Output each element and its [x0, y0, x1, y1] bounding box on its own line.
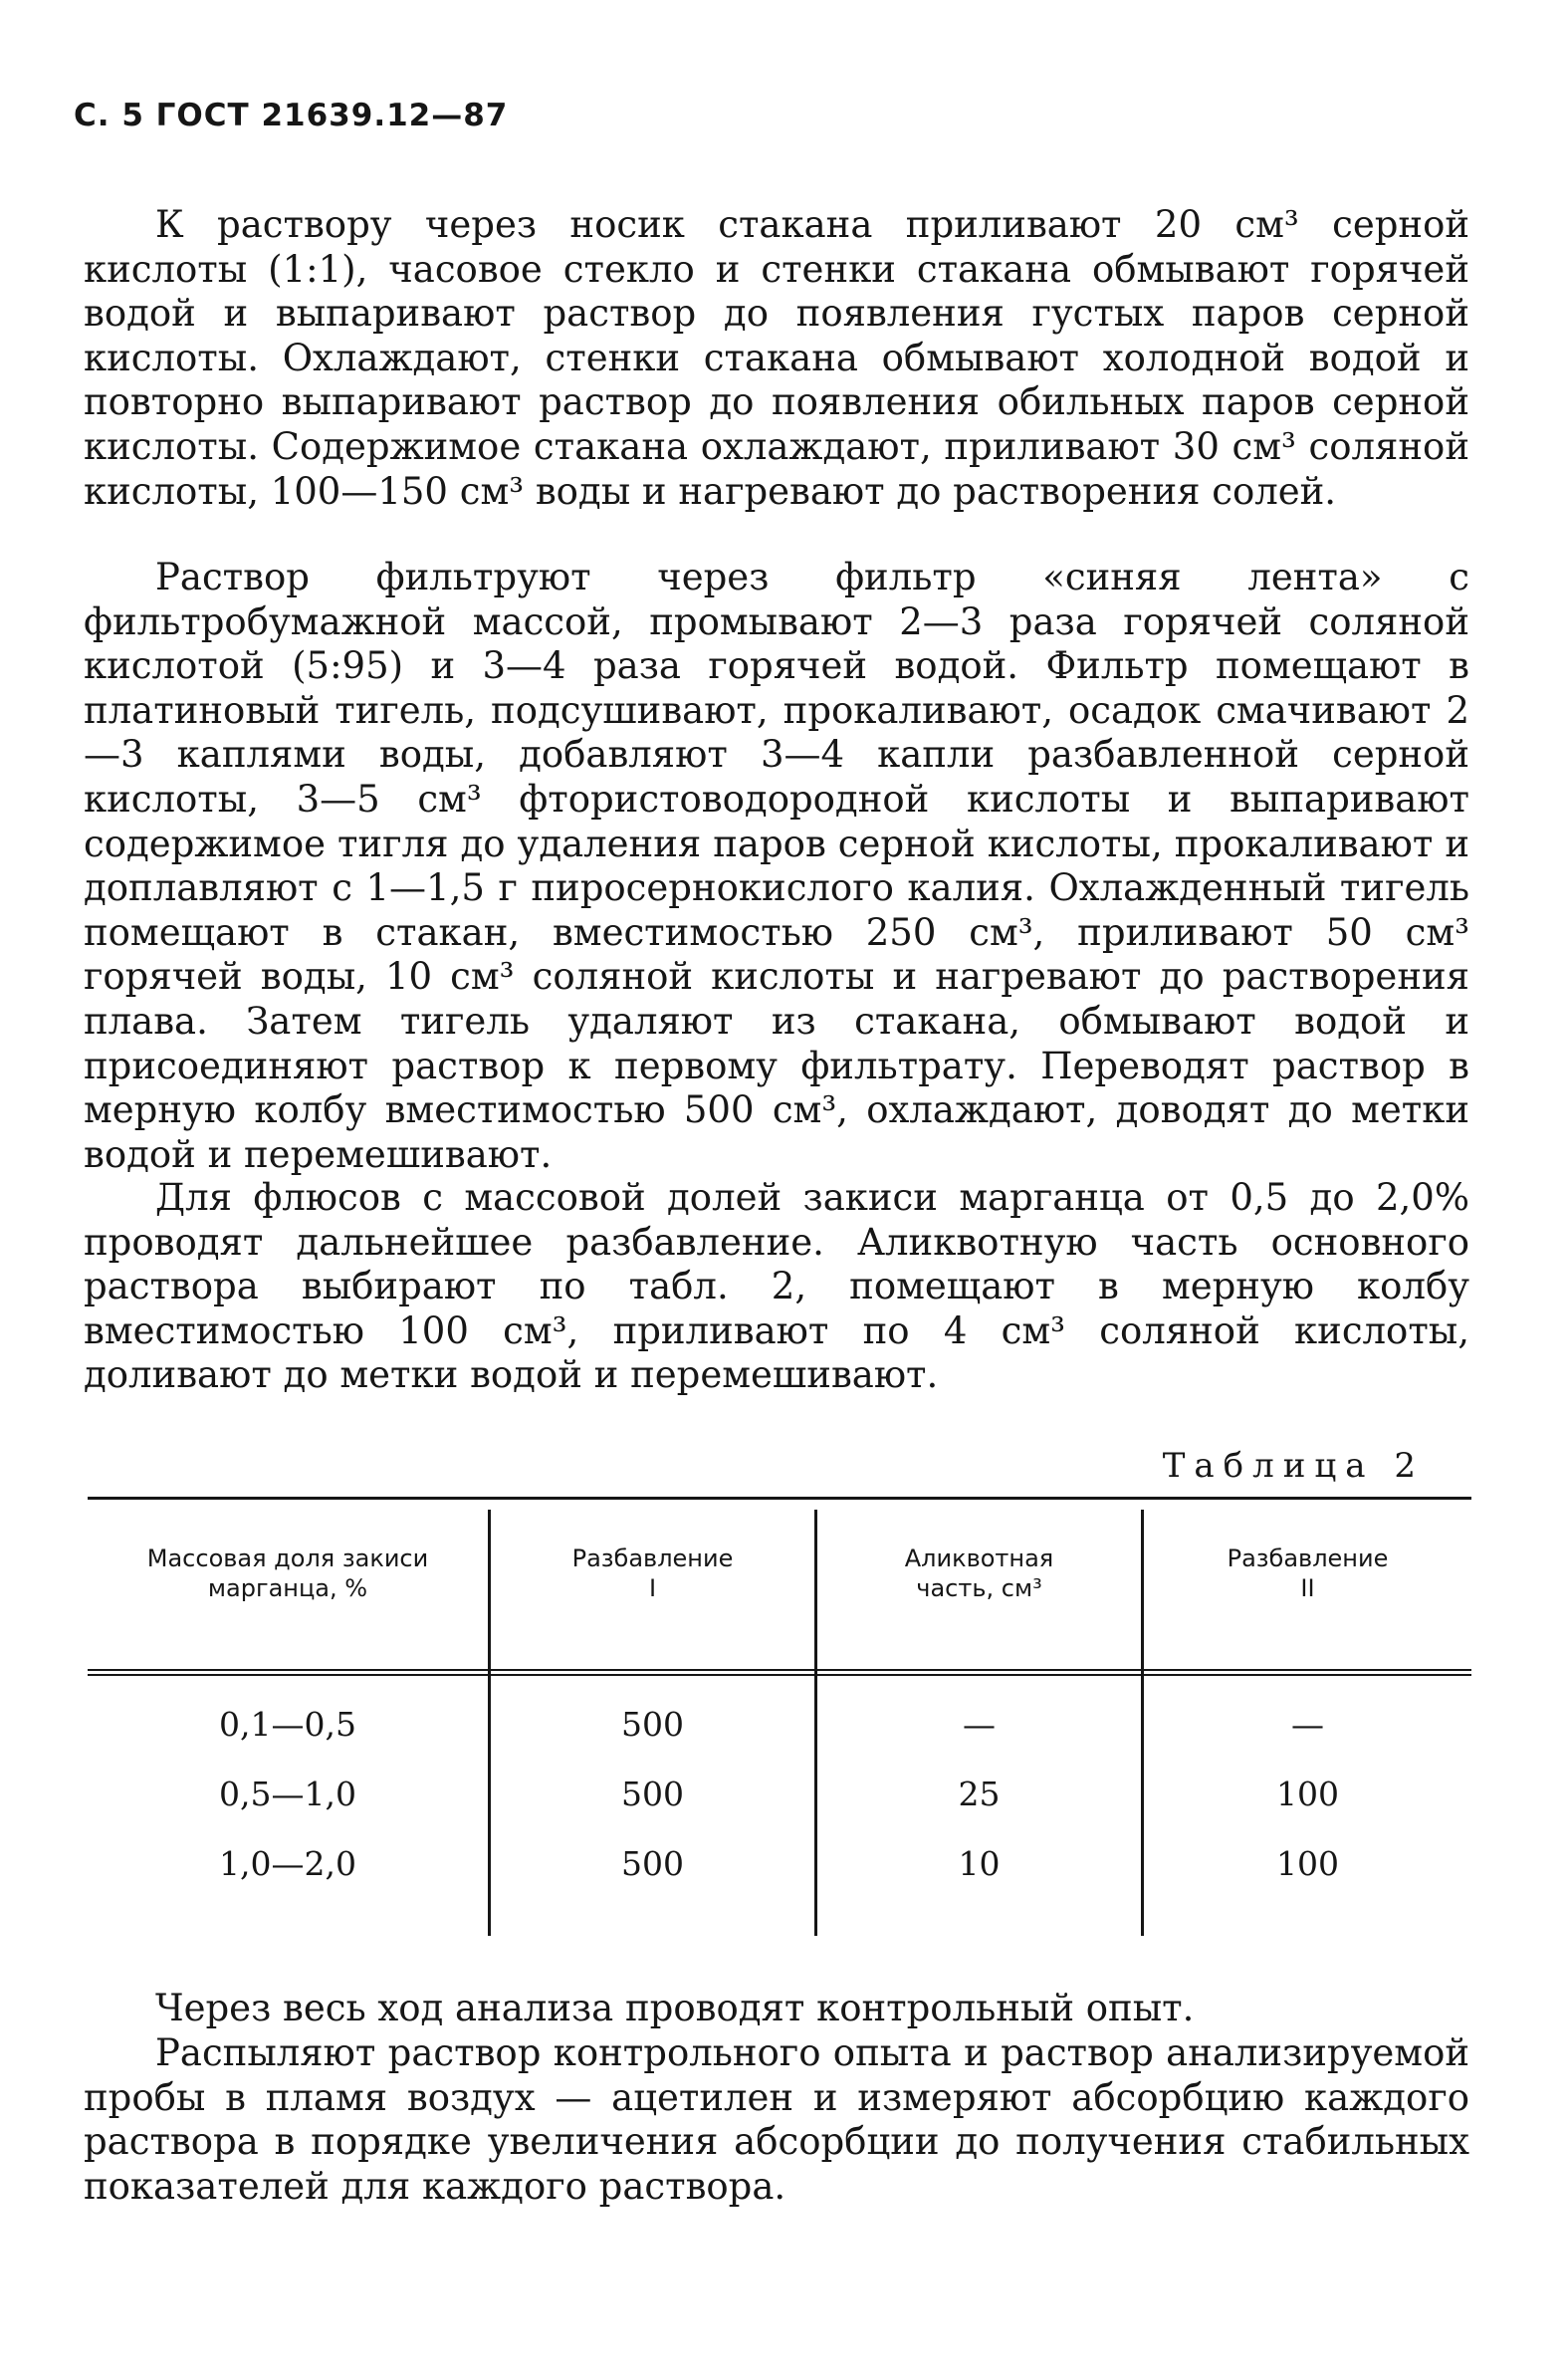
table-cell: 500 [621, 1705, 684, 1744]
table-top-rule [88, 1497, 1471, 1500]
table-cell: 100 [1276, 1775, 1339, 1813]
table-cell: — [963, 1705, 996, 1744]
table-cell: 1,0—2,0 [219, 1844, 356, 1883]
table-cell: 25 [958, 1775, 1001, 1813]
page-header: С. 5 ГОСТ 21639.12—87 [74, 98, 509, 133]
table-header-dilution-1: Разбавление I [571, 1544, 734, 1602]
table-cell: 100 [1276, 1844, 1339, 1883]
table-cell: 0,1—0,5 [219, 1705, 356, 1744]
table-cell: 500 [621, 1775, 684, 1813]
paragraph-5: Распыляют раствор контрольного опыта и раствор анализируемой пробы в пламя воздух — ацетилен и измеряют абсорбцию каждого раствора в порядке увеличения абсорбции до получения стабильных показателей для каждого раствора. [84, 2031, 1469, 2208]
table-header-rule-2 [88, 1674, 1471, 1676]
table-cell: 10 [958, 1844, 1001, 1883]
table-caption: Таблица 2 [1162, 1446, 1425, 1486]
table-cell: 0,5—1,0 [219, 1775, 356, 1813]
table-header-aliquot: Аликвотная часть, см³ [904, 1544, 1054, 1602]
table-cell: — [1291, 1705, 1324, 1744]
paragraph-1: К раствору через носик стакана приливают 20 см³ серной кислоты (1:1), часовое стекло и стенки стакана обмывают горячей водой и выпаривают раствор до появления густых паров серной кислоты. Охлаждают, стенки стакана обмывают холодной водой и повторно выпаривают раствор до появления обильных паров серной кислоты. Содержимое стакана охлаждают, приливают 30 см³ соляной кислоты, 100—150 см³ воды и нагревают до растворения солей. [84, 203, 1469, 513]
paragraph-2: Раствор фильтруют через фильтр «синяя лента» с фильтробумажной массой, промывают 2—3 раза горячей соляной кислотой (5:95) и 3—4 раза горячей водой. Фильтр помещают в платиновый тигель, подсушивают, прокаливают, осадок смачивают 2—3 каплями воды, добавляют 3—4 капли разбавленной серной кислоты, 3—5 см³ фтористоводородной кислоты и выпаривают содержимое тигля до удаления паров серной кислоты, прокаливают и доплавляют с 1—1,5 г пиросернокислого калия. Охлажденный тигель помещают в стакан, вместимостью 250 см³, приливают 50 см³ горячей воды, 10 см³ соляной кислоты и нагревают до растворения плава. Затем тигель удаляют из стакана, обмывают водой и присоединяют раствор к первому фильтрату. Переводят раствор в мерную колбу вместимостью 500 см³, охлаждают, доводят до метки водой и перемешивают. [84, 556, 1469, 1176]
paragraph-4: Через весь ход анализа проводят контрольный опыт. [155, 1987, 1195, 2029]
paragraph-3: Для флюсов с массовой долей закиси марганца от 0,5 до 2,0% проводят дальнейшее разбавление. Аликвотную часть основного раствора выбирают по табл. 2, помещают в мерную колбу вместимостью 100 см³, приливают по 4 см³ соляной кислоты, доливают до метки водой и перемешивают. [84, 1176, 1469, 1397]
table-header-dilution-2: Разбавление II [1227, 1544, 1389, 1602]
table-header-rule-1 [88, 1669, 1471, 1671]
table-cell: 500 [621, 1844, 684, 1883]
table-header-mass-fraction: Массовая доля закиси марганца, % [146, 1544, 429, 1602]
